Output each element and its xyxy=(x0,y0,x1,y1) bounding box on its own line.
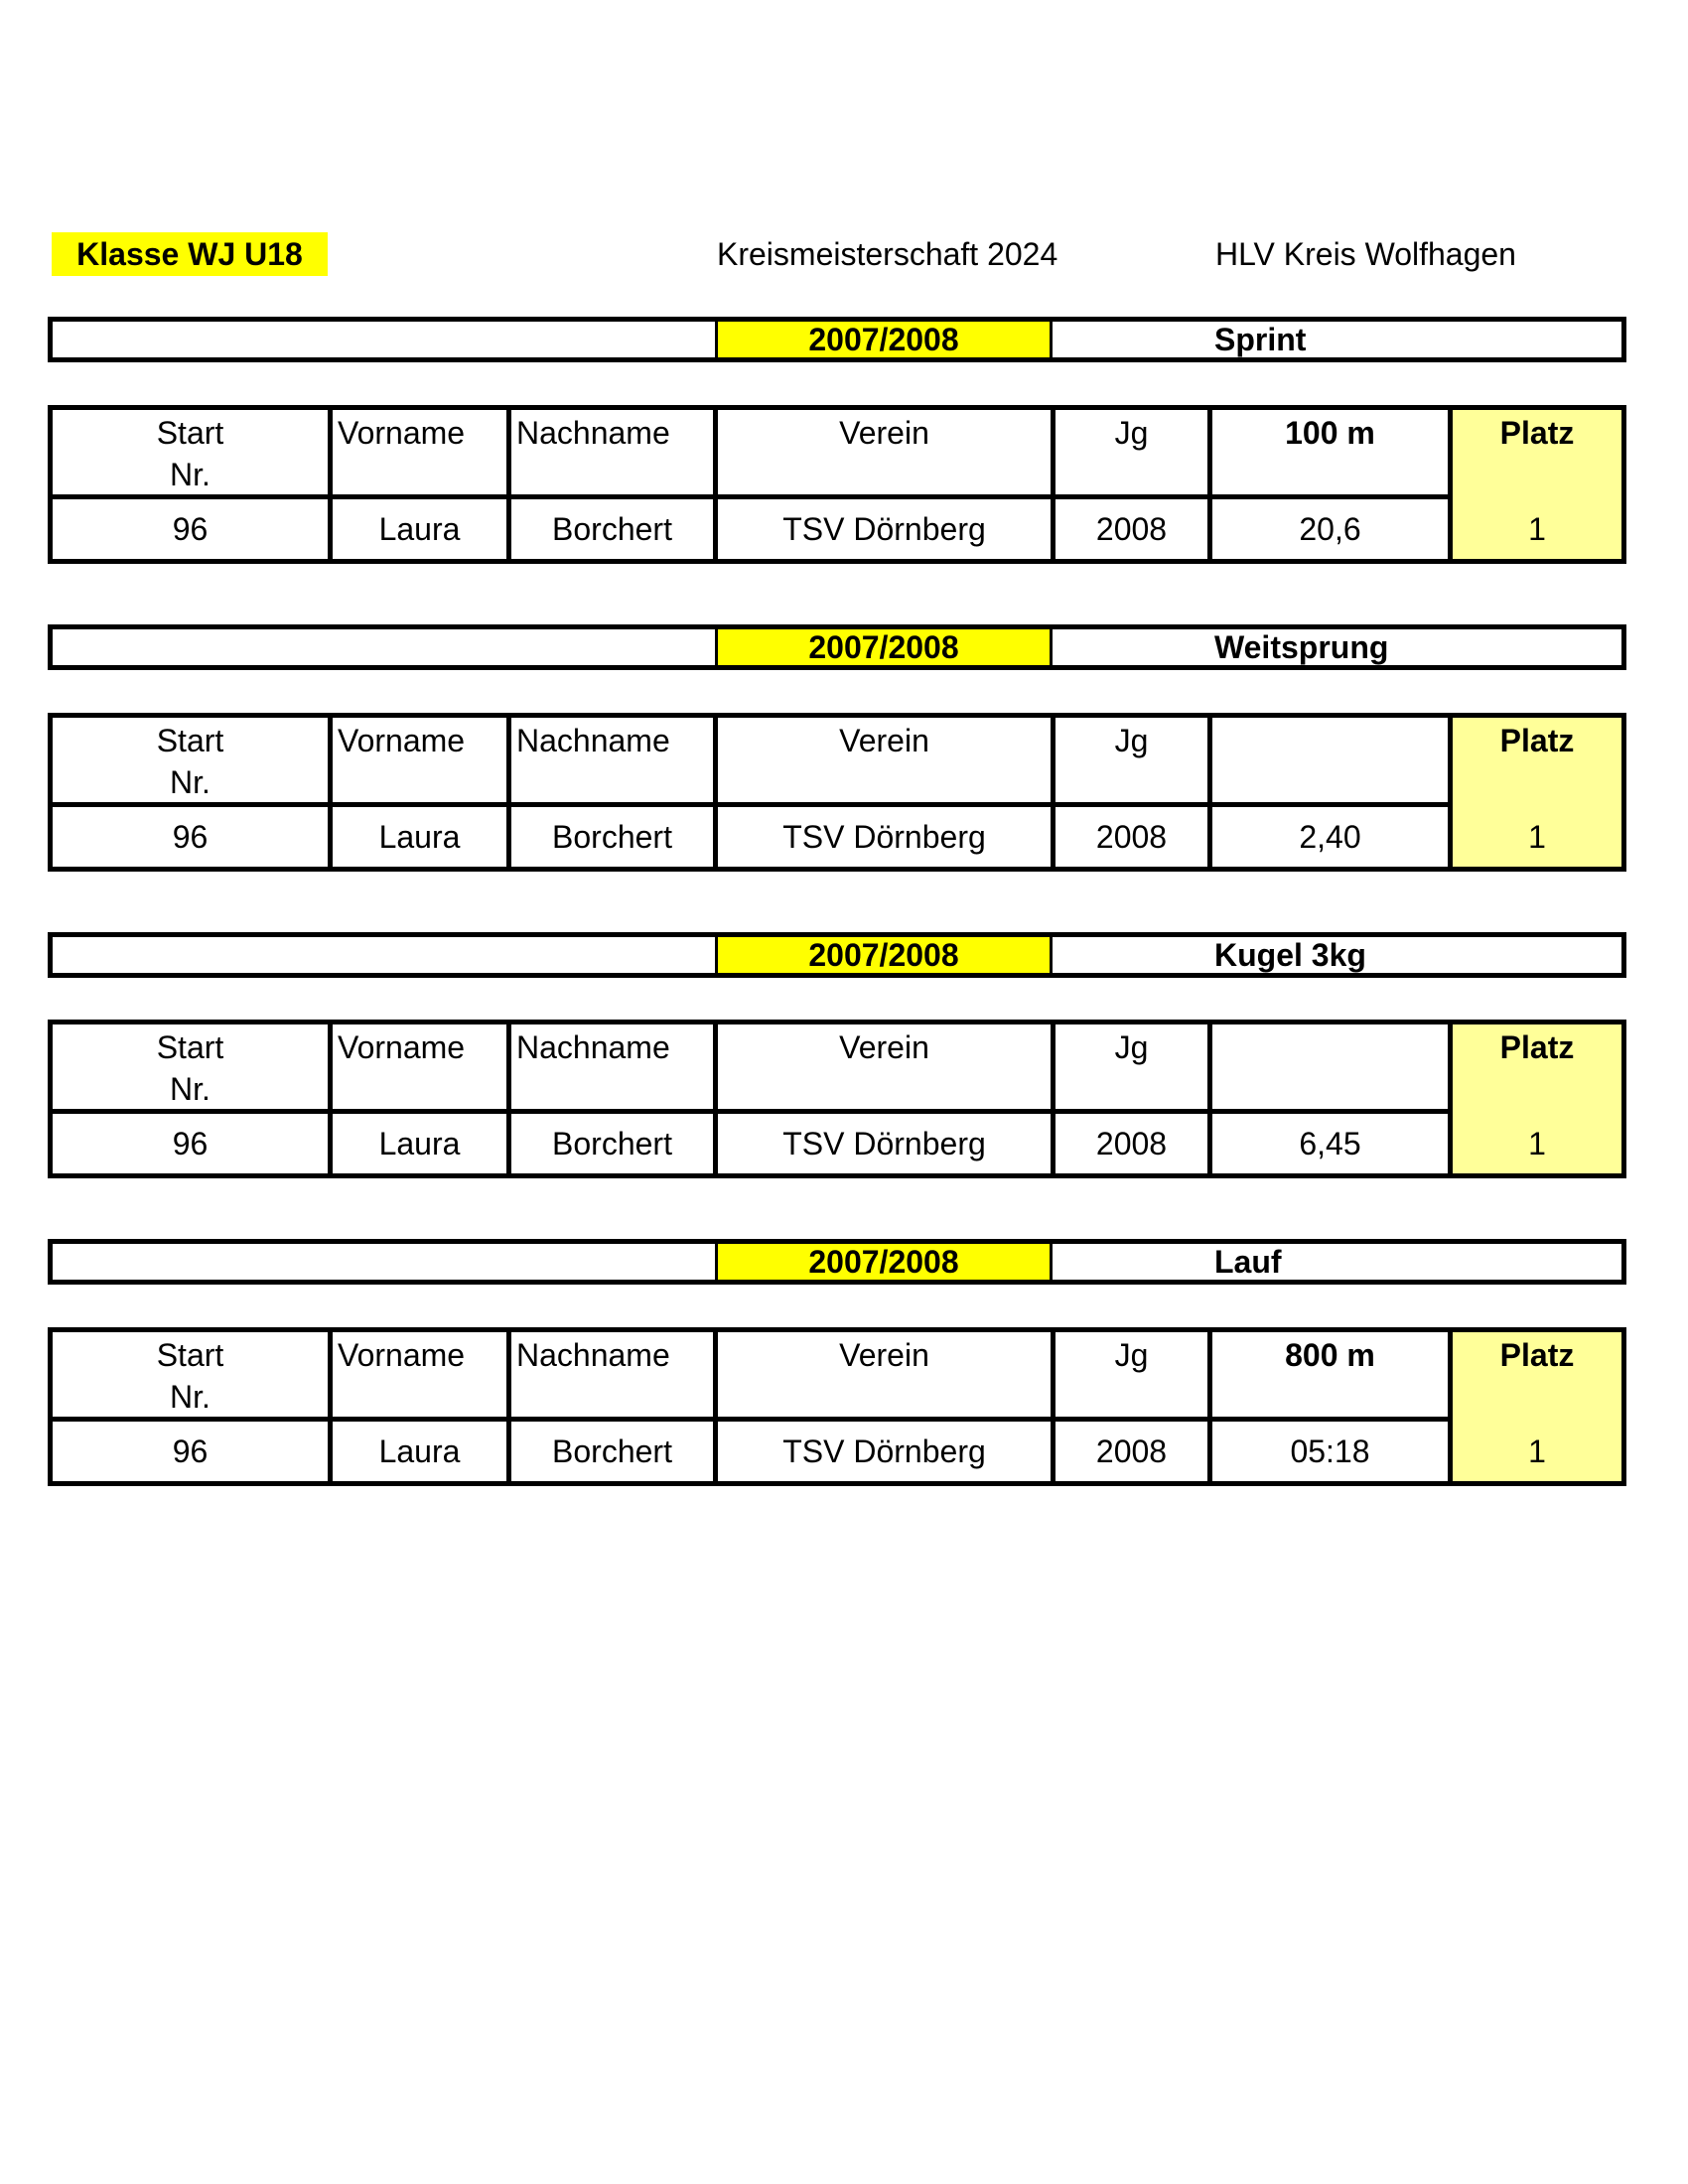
section-year: 2007/2008 xyxy=(715,322,1053,357)
cell-verein: TSV Dörnberg xyxy=(782,1433,986,1469)
cell-platz: 1 xyxy=(1453,494,1621,559)
cell-jg: 2008 xyxy=(1095,1126,1168,1161)
cell-jg: 2008 xyxy=(1095,1433,1168,1469)
results-table-sprint xyxy=(48,405,1626,564)
cell-start-nr: 96 xyxy=(172,819,209,855)
section-bar-lauf xyxy=(48,1239,1626,1285)
cell-result: 05:18 xyxy=(1290,1433,1370,1469)
header-verein: Verein xyxy=(839,1029,929,1065)
header-nachname: Nachname xyxy=(516,1029,670,1065)
header-result: 100 m xyxy=(1285,415,1375,451)
cell-nachname: Borchert xyxy=(552,1126,672,1161)
section-year: 2007/2008 xyxy=(715,937,1053,973)
header-start-nr: Start Nr. xyxy=(156,1029,224,1107)
header-vorname: Vorname xyxy=(338,1337,466,1373)
header-vorname: Vorname xyxy=(338,415,466,451)
cell-nachname: Borchert xyxy=(552,511,672,547)
section-discipline: Lauf xyxy=(1214,1244,1282,1280)
cell-vorname: Laura xyxy=(378,1126,461,1161)
section-bar-weitsprung xyxy=(48,624,1626,670)
cell-vorname: Laura xyxy=(378,1433,461,1469)
header-result xyxy=(1212,1024,1448,1109)
header-jg: Jg xyxy=(1114,723,1149,758)
header-verein: Verein xyxy=(839,415,929,451)
section-year: 2007/2008 xyxy=(715,1244,1053,1280)
cell-start-nr: 96 xyxy=(172,1126,209,1161)
header-platz: Platz xyxy=(1453,718,1621,802)
cell-verein: TSV Dörnberg xyxy=(782,819,986,855)
section-bar-sprint xyxy=(48,317,1626,362)
header-jg: Jg xyxy=(1114,415,1149,451)
header-vorname: Vorname xyxy=(338,1029,466,1065)
section-discipline: Sprint xyxy=(1214,322,1307,357)
meisterschaft-title: Kreismeisterschaft 2024 xyxy=(717,236,1058,272)
header-start-nr: Start Nr. xyxy=(156,723,224,800)
cell-verein: TSV Dörnberg xyxy=(782,1126,986,1161)
cell-vorname: Laura xyxy=(378,819,461,855)
cell-start-nr: 96 xyxy=(172,1433,209,1469)
cell-result: 6,45 xyxy=(1299,1126,1361,1161)
results-table-kugel xyxy=(48,1020,1626,1178)
header-vorname: Vorname xyxy=(338,723,466,758)
cell-platz: 1 xyxy=(1453,802,1621,867)
header-jg: Jg xyxy=(1114,1337,1149,1373)
header-platz: Platz xyxy=(1453,410,1621,494)
header-nachname: Nachname xyxy=(516,415,670,451)
section-discipline: Kugel 3kg xyxy=(1214,937,1366,973)
header-nachname: Nachname xyxy=(516,723,670,758)
section-discipline: Weitsprung xyxy=(1214,629,1389,665)
cell-nachname: Borchert xyxy=(552,1433,672,1469)
header-result xyxy=(1212,718,1448,802)
header-verein: Verein xyxy=(839,723,929,758)
results-table-weitsprung xyxy=(48,713,1626,872)
cell-jg: 2008 xyxy=(1095,511,1168,547)
cell-platz: 1 xyxy=(1453,1417,1621,1481)
cell-result: 20,6 xyxy=(1299,511,1361,547)
header-result: 800 m xyxy=(1285,1337,1375,1373)
results-table-lauf xyxy=(48,1327,1626,1486)
header-platz: Platz xyxy=(1453,1024,1621,1109)
section-bar-kugel xyxy=(48,932,1626,978)
header-verein: Verein xyxy=(839,1337,929,1373)
cell-verein: TSV Dörnberg xyxy=(782,511,986,547)
header-platz: Platz xyxy=(1453,1332,1621,1417)
cell-platz: 1 xyxy=(1453,1109,1621,1173)
klasse-label: Klasse WJ U18 xyxy=(52,232,328,276)
cell-jg: 2008 xyxy=(1095,819,1168,855)
cell-start-nr: 96 xyxy=(172,511,209,547)
header-start-nr: Start Nr. xyxy=(156,415,224,492)
cell-result: 2,40 xyxy=(1299,819,1361,855)
cell-nachname: Borchert xyxy=(552,819,672,855)
header-nachname: Nachname xyxy=(516,1337,670,1373)
header-jg: Jg xyxy=(1114,1029,1149,1065)
kreis-title: HLV Kreis Wolfhagen xyxy=(1215,236,1516,272)
header-start-nr: Start Nr. xyxy=(156,1337,224,1415)
cell-vorname: Laura xyxy=(378,511,461,547)
section-year: 2007/2008 xyxy=(715,629,1053,665)
